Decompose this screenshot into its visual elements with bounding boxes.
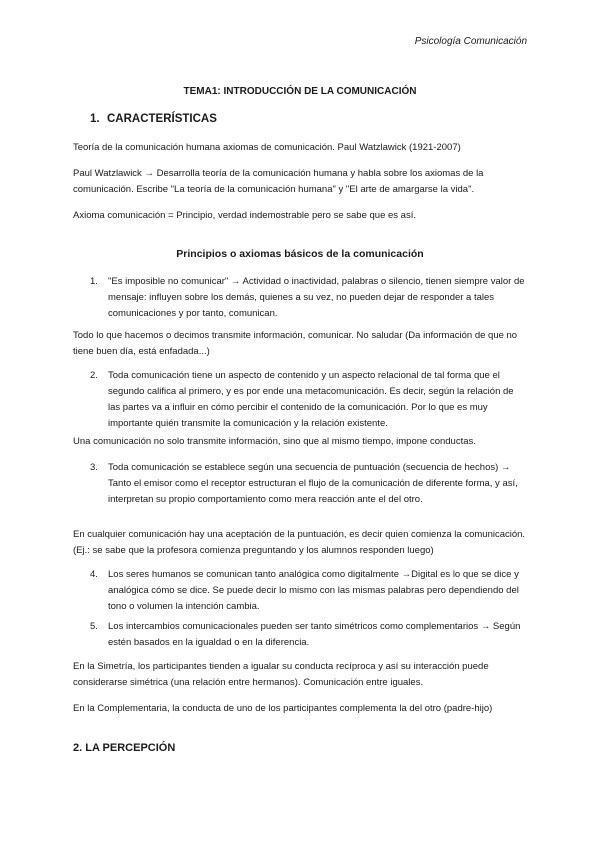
note-paragraph-4: En la Simetría, los participantes tienden a igualar su conducta recíproca y así su interacción puede considerarse simétrica (una relación entre hermanos). Comunicación entre iguales. (73, 661, 489, 688)
axiom-item-5 (90, 619, 528, 651)
axiom-item-2 (90, 368, 528, 432)
axiom-number: 3. (90, 462, 98, 473)
note-paragraph-3: En cualquier comunicación hay una aceptación de la puntuación, es decir quien comienza la comunicación. (Ej.: se sabe que la profesora comienza preguntando y los alumnos responden luego) (73, 529, 526, 556)
intro-paragraph-3: Axioma comunicación = Principio, verdad indemostrable pero se sabe que es así. (73, 210, 416, 221)
axiom-number: 1. (90, 276, 98, 287)
section-number: 1. (90, 113, 100, 125)
axiom-item-1 (90, 274, 528, 322)
principles-heading: Principios o axiomas básicos de la comunicación (176, 248, 424, 260)
axiom-number: 2. (90, 370, 98, 381)
axiom-text: Toda comunicación se establece según una secuencia de puntuación (secuencia de hechos) → Tanto el emisor como el receptor estructuran el flujo de la comunicación de diferente forma, y así, interpretan su propio comportamiento como mera reacción ante el del otro. (108, 462, 518, 505)
axiom-text: Toda comunicación tiene un aspecto de contenido y un aspecto relacional de tal forma que el segundo califica al primero, y es por ende una metacomunicación. Es decir, según la relación de las partes va a influir en cómo percibir el contenido de la comunicación. Por lo que es muy importante quién transmite la comunicación y la relación existente. (108, 370, 514, 429)
axiom-number: 4. (90, 569, 98, 580)
page-header: Psicología Comunicación (414, 36, 527, 47)
axiom-text: Los intercambios comunicacionales pueden ser tanto simétricos como complementarios → Según estén basados en la igualdad o en la diferencia. (108, 621, 521, 648)
section-heading-2: 2. LA PERCEPCIÓN (73, 742, 176, 754)
intro-paragraph-1: Teoría de la comunicación humana axiomas de comunicación. Paul Watzlawick (1921-2007) (73, 142, 461, 153)
intro-paragraph-2: Paul Watzlawick → Desarrolla teoría de la comunicación humana y habla sobre los axiomas de la comunicación. Escribe "La teoría de la comunicación humana" y "El arte de amargarse la vida". (73, 168, 484, 195)
section-heading-1 (90, 113, 217, 125)
section-title: CARACTERÍSTICAS (107, 113, 217, 125)
axiom-text: Los seres humanos se comunican tanto analógica como digitalmente →Digital es lo que se dice y analógica cómo se dice. Se puede decir lo mismo con las mismas palabras pero dependiendo del tono o volumen la intención cambia. (108, 569, 519, 612)
note-paragraph-1: Todo lo que hacemos o decimos transmite información, comunicar. No saludar (Da información de que no tiene buen día, está enfadada...) (73, 330, 518, 357)
note-paragraph-5: En la Complementaria, la conducta de uno de los participantes complementa la del otro (padre-hijo) (73, 703, 493, 714)
note-paragraph-2: Una comunicación no solo transmite información, sino que al mismo tiempo, impone conductas. (73, 436, 476, 447)
axiom-item-4 (90, 567, 528, 615)
document-title: TEMA1: INTRODUCCIÓN DE LA COMUNICACIÓN (183, 86, 417, 97)
axiom-item-3 (90, 460, 528, 508)
axiom-text: "Es imposible no comunicar" → Actividad o inactividad, palabras o silencio, tienen siempre valor de mensaje: influyen sobre los demás, quienes a su vez, no pueden dejar de responder a tales comunicaciones y por tanto, comunican. (108, 276, 525, 319)
axiom-number: 5. (90, 621, 98, 632)
